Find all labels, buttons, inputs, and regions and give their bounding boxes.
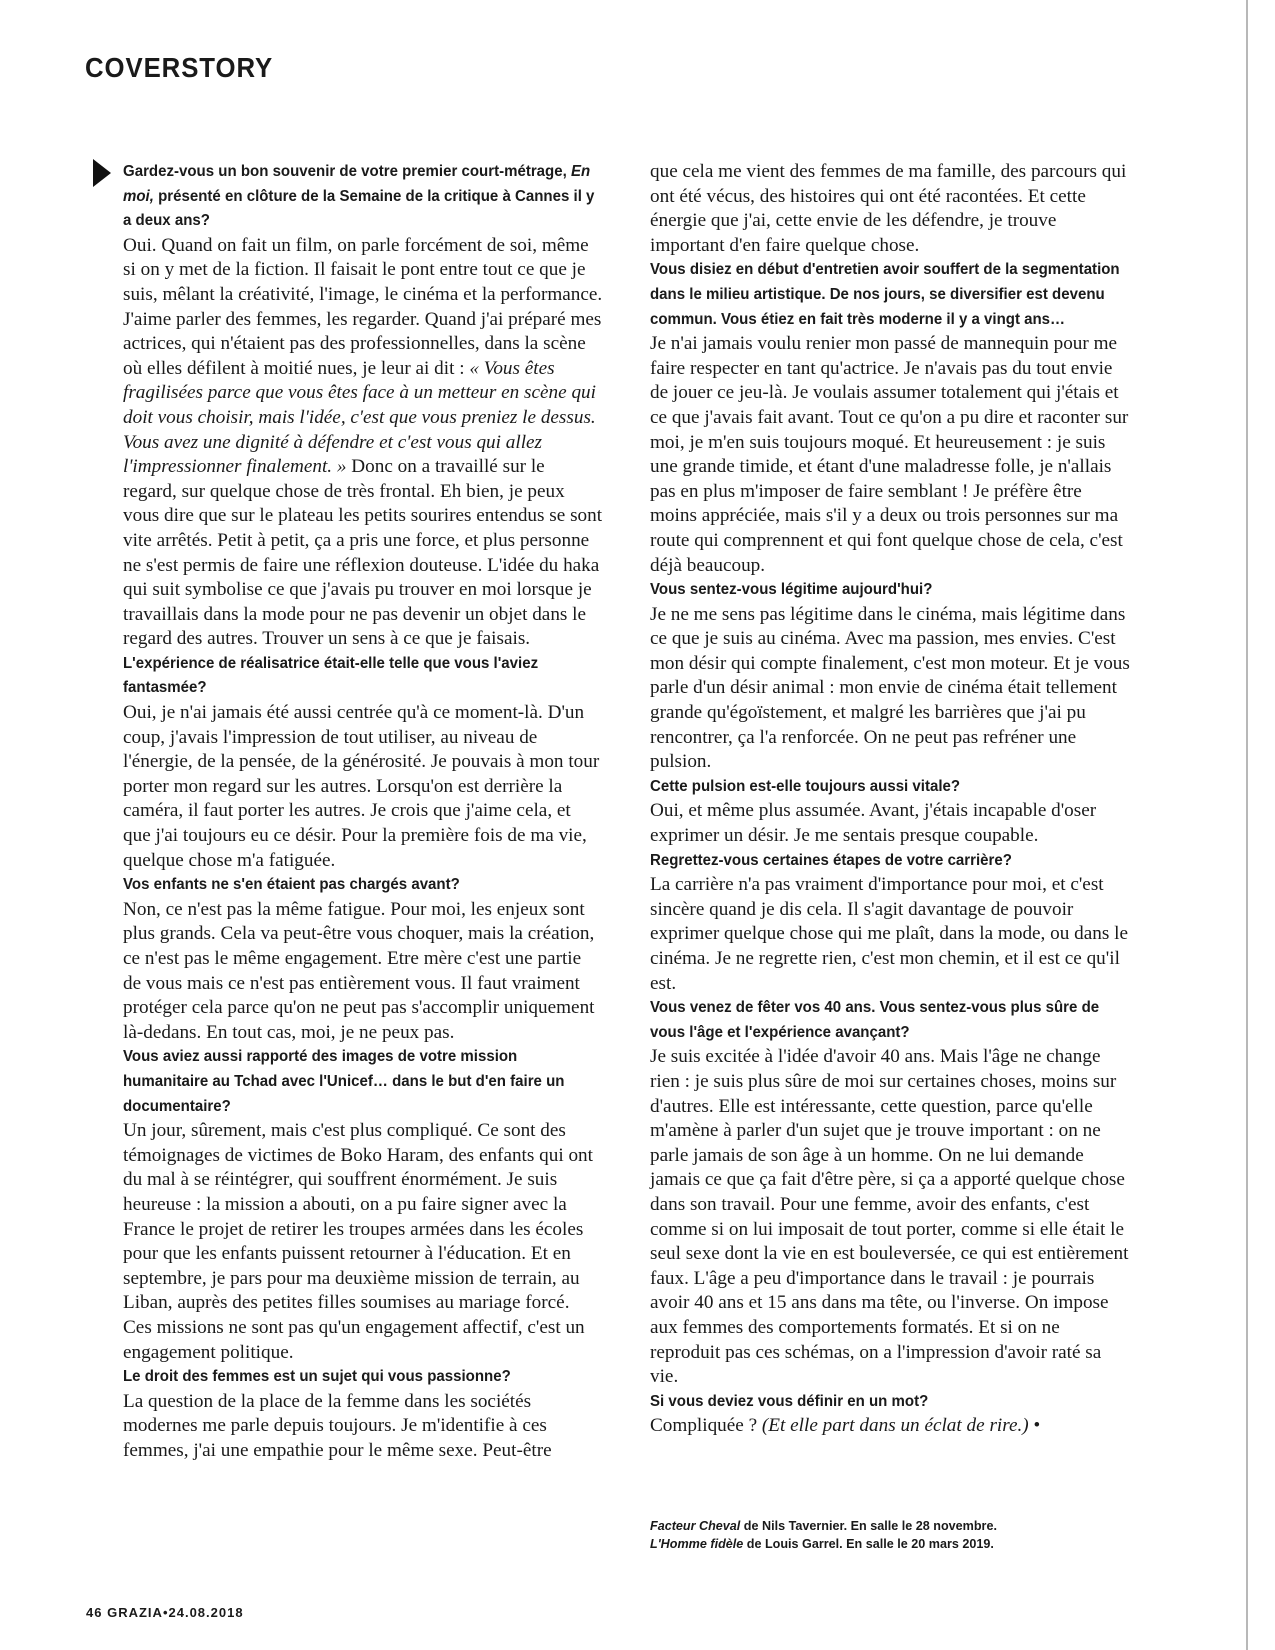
magazine-name: GRAZIA: [107, 1605, 163, 1620]
credit-line: Facteur Cheval de Nils Tavernier. En salle le 28 novembre.: [650, 1519, 997, 1533]
column-left: [123, 160, 603, 1463]
column-right: [650, 160, 1130, 1439]
page-edge-rule: [1246, 0, 1248, 1650]
issue-date: 24.08.2018: [168, 1605, 244, 1620]
play-arrow-icon: [93, 159, 111, 187]
section-label: COVERSTORY: [85, 52, 274, 83]
answer: La carrière n'a pas vraiment d'importance pour moi, et c'est sincère quand je dis cela. Il s'agit davantage de pouvoir exprimer quelque chose qui me plaît, dans la mode, ou dans le cinéma. Je ne regrette rien, c'est mon chemin, et il est ce qu'il est.: [650, 874, 1128, 994]
credit-line: L'Homme fidèle de Louis Garrel. En salle le 20 mars 2019.: [650, 1537, 994, 1551]
question: Gardez-vous un bon souvenir de votre premier court-métrage, En moi, présenté en clôture de la Semaine de la critique à Cannes il y a deux ans?: [123, 163, 595, 230]
answer: Oui, et même plus assumée. Avant, j'étais incapable d'oser exprimer un désir. Je me sentais presque coupable.: [650, 800, 1097, 847]
film-credits: [650, 1517, 997, 1553]
answer: Je n'ai jamais voulu renier mon passé de mannequin pour me faire respecter en tant qu'actrice. Je n'avais pas du tout envie de jouer ce jeu-là. Je voulais assumer totalement qui j'étais et ce que j'avais fait avant. Tout ce qu'on a pu dire et raconter sur moi, je m'en suis toujours moqué. Et heureusement : je suis une grande timide, et étant d'une maladresse folle, je n'allais pas en plus m'imposer de faire semblant ! Je préfère être moins appréciée, mais s'il y a deux ou trois personnes sur ma route qui comprennent et qui font quelque chose de cela, c'est déjà beaucoup.: [650, 333, 1129, 576]
answer: La question de la place de la femme dans les sociétés modernes me parle depuis toujours. Je m'identifie à ces femmes, j'ai une empathie pour le même sexe. Peut-être: [123, 1390, 552, 1461]
answer-final: Compliquée ? (Et elle part dans un éclat de rire.) •: [650, 1415, 1041, 1437]
answer: Je suis excitée à l'idée d'avoir 40 ans. Mais l'âge ne change rien : je suis plus sûre de moi sur certaines choses, moins sur d'autres. Elle est intéressante, cette question, parce qu'elle m'amène à parler d'un sujet que je trouve important : on ne parle jamais de son âge à un homme. On ne lui demande jamais ce que ça fait d'être père, si ça a apporté quelque chose dans son travail. Pour une femme, avoir des enfants, c'est comme si on lui imposait de tout porter, comme si elle était le seul sexe dont la vie en est bouleversée, ce qui est entièrement faux. L'âge a peu d'importance dans le travail : je pourrais avoir 40 ans et 15 ans dans ma tête, ou l'inverse. On impose aux femmes des comportements formatés. Et si on ne reproduit pas ces schémas, on a l'impression d'avoir raté sa vie.: [650, 1046, 1129, 1388]
question: Vous aviez aussi rapporté des images de votre mission humanitaire au Tchad avec l'Unicef… dans le but d'en faire un documentaire?: [123, 1048, 565, 1115]
question: L'expérience de réalisatrice était-elle telle que vous l'aviez fantasmée?: [123, 654, 539, 697]
question: Si vous deviez vous définir en un mot?: [650, 1392, 929, 1410]
question: Vous venez de fêter vos 40 ans. Vous sentez-vous plus sûre de vous l'âge et l'expérience avançant?: [650, 999, 1100, 1041]
question: Cette pulsion est-elle toujours aussi vitale?: [650, 777, 961, 795]
separator-dot: •: [162, 1605, 169, 1620]
answer: Oui. Quand on fait un film, on parle forcément de soi, même si on y met de la fiction. Il faisait le pont entre tout ce que je suis, mêlant la créativité, l'image, le cinéma et la performance. J'aime parler des femmes, les regarder. Quand j'ai préparé mes actrices, qui n'étaient pas des professionnelles, dans la scène où elles défilent à moitié nues, je leur ai dit : « Vous êtes fragilisées parce que vous êtes face à un metteur en scène qui doit vous choisir, mais l'idée, c'est que vous preniez le dessus. Vous avez une dignité à défendre et c'est vous qui allez l'impressionner finalement. » Donc on a travaillé sur le regard, sur quelque chose de très frontal. Eh bien, je peux vous dire que sur le plateau les petits sourires entendus se sont vite arrêtés. Petit à petit, ça a pris une force, et plus personne ne s'est permis de faire une réflexion douteuse. L'idée du haka qui suit symbolise ce que j'avais pu trouver en moi lorsque je travaillais dans la mode pour ne pas devenir un objet dans le regard des autres. Trouver un sens à ce que je faisais.: [123, 234, 603, 650]
question: Le droit des femmes est un sujet qui vous passionne?: [123, 1368, 511, 1386]
answer: Non, ce n'est pas la même fatigue. Pour moi, les enjeux sont plus grands. Cela va peut-être vous choquer, mais la création, ce n'est pas le même engagement. Etre mère c'est une partie de vous mais ce n'est pas entièrement vous. Il faut vraiment protéger cela parce qu'on ne peut pas s'accomplir uniquement là-dedans. En tout cas, moi, je ne peux pas.: [123, 898, 595, 1043]
question: Vos enfants ne s'en étaient pas chargés avant?: [123, 876, 460, 894]
answer: que cela me vient des femmes de ma famille, des parcours qui ont été vécus, des histoires qui ont été racontées. Et cette énergie que j'ai, cette envie de les défendre, je trouve important d'en faire quelque chose.: [650, 161, 1127, 256]
page-number: 46: [86, 1605, 103, 1620]
end-bullet-icon: •: [1028, 1415, 1041, 1437]
page-footer: [86, 1605, 244, 1620]
answer: Un jour, sûrement, mais c'est plus compliqué. Ce sont des témoignages de victimes de Boko Haram, des enfants qui ont du mal à se réintégrer, qui souffrent énormément. Je suis heureuse : la mission a abouti, on a pu faire signer avec la France le projet de retirer les troupes armées dans les écoles pour que les enfants puissent retourner à l'éducation. Et en septembre, je pars pour ma deuxième mission de terrain, au Liban, auprès des petites filles soumises au mariage forcé. Ces missions ne sont pas qu'un engagement affectif, c'est un engagement politique.: [123, 1120, 593, 1363]
answer: Je ne me sens pas légitime dans le cinéma, mais légitime dans ce que je suis au cinéma. Avec ma passion, mes envies. C'est mon désir qui compte finalement, c'est mon moteur. Et je vous parle d'un désir animal : mon envie de cinéma était tellement grande qu'égoïstement, et malgré les barrières que j'ai pu rencontrer, ça l'a renforcée. On ne peut pas refréner une pulsion.: [650, 603, 1130, 773]
question: Regrettez-vous certaines étapes de votre carrière?: [650, 851, 1012, 869]
answer: Oui, je n'ai jamais été aussi centrée qu'à ce moment-là. D'un coup, j'avais l'impression de tout utiliser, au niveau de l'énergie, de la pensée, de la générosité. Je pouvais à mon tour porter mon regard sur les autres. Lorsqu'on est derrière la caméra, il faut porter les autres. Je crois que j'aime cela, et que j'ai toujours eu ce désir. Pour la première fois de ma vie, quelque chose m'a fatiguée.: [123, 702, 600, 871]
question: Vous disiez en début d'entretien avoir souffert de la segmentation dans le milieu artistique. De nos jours, se diversifier est devenu commun. Vous étiez en fait très moderne il y a vingt ans…: [650, 261, 1120, 328]
question: Vous sentez-vous légitime aujourd'hui?: [650, 581, 933, 599]
